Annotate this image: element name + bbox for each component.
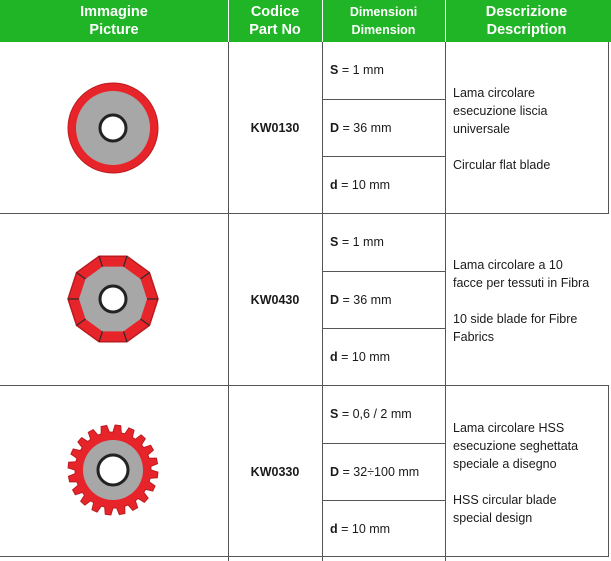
dimension-s-key: S (330, 407, 339, 421)
dimension-D-key: D (330, 293, 340, 307)
column-divider (322, 42, 323, 561)
dimension-s-key: S (330, 235, 339, 249)
description (453, 419, 603, 527)
part-number: KW0330 (250, 465, 300, 479)
description-it-line: Lama circolare a 10 (453, 258, 563, 272)
part-number: KW0430 (250, 293, 300, 307)
dimension-s (330, 63, 384, 77)
part-number: KW0130 (250, 121, 300, 135)
dimension-s-value: = 1 mm (341, 63, 384, 77)
dimension-divider (322, 156, 446, 157)
description-it-line: Lama circolare (453, 86, 535, 100)
description-it-line: esecuzione liscia (453, 104, 548, 118)
header-code-en: Part No (249, 22, 301, 38)
row-divider (0, 385, 609, 386)
dimension-d-key: d (330, 350, 338, 364)
dimension-bore (330, 350, 390, 364)
dimension-D-key: D (330, 465, 340, 479)
description-en-line: Fabrics (453, 330, 494, 344)
dimension-divider (322, 328, 446, 329)
header-picture (0, 0, 228, 42)
table-right-edge (608, 42, 609, 214)
description-en-line: special design (453, 511, 533, 525)
ten-side-blade-icon (67, 253, 159, 345)
dimension-s-key: S (330, 63, 339, 77)
header-dimension-en: Dimension (351, 23, 416, 37)
description-en-line: Circular flat blade (453, 158, 551, 172)
dimension-d-value: = 10 mm (341, 522, 391, 536)
description (453, 84, 603, 174)
dimension-s-value: = 0,6 / 2 mm (341, 407, 412, 421)
dimension-s-value: = 1 mm (341, 235, 384, 249)
table-right-edge (608, 386, 609, 557)
description-en-line: HSS circular blade (453, 493, 557, 507)
dimension-s (330, 407, 412, 421)
dimension-D-value: = 36 mm (342, 121, 392, 135)
dimension-outer-diameter (330, 121, 392, 135)
serrated-blade-icon (67, 424, 159, 516)
description-it-line: universale (453, 122, 510, 136)
description (453, 256, 603, 346)
table-bottom-edge (0, 556, 609, 557)
dimension-D-key: D (330, 121, 340, 135)
description-it-line: speciale a disegno (453, 457, 557, 471)
dimension-D-value: = 32÷100 mm (342, 465, 420, 479)
header-dimension-it: Dimensioni (349, 5, 418, 19)
header-code-it: Codice (250, 4, 300, 20)
table-header (0, 0, 611, 42)
dimension-divider (322, 271, 446, 272)
dimension-divider (322, 500, 446, 501)
description-it-line: Lama circolare HSS (453, 421, 565, 435)
dimension-divider (322, 443, 446, 444)
header-picture-en: Picture (89, 22, 139, 38)
dimension-divider (322, 99, 446, 100)
dimension-s (330, 235, 384, 249)
column-divider (445, 42, 446, 561)
header-description-en: Description (486, 22, 567, 38)
header-picture-it: Immagine (80, 4, 148, 20)
dimension-d-value: = 10 mm (341, 350, 391, 364)
header-code (228, 0, 322, 42)
header-description-it: Descrizione (485, 4, 568, 20)
row-divider (0, 213, 609, 214)
header-description (445, 0, 608, 42)
dimension-bore (330, 522, 390, 536)
description-en-line: 10 side blade for Fibre (453, 312, 578, 326)
dimension-d-key: d (330, 178, 338, 192)
dimension-outer-diameter (330, 293, 392, 307)
header-dimension (322, 0, 445, 42)
dimension-bore (330, 178, 390, 192)
dimension-d-value: = 10 mm (341, 178, 391, 192)
dimension-d-key: d (330, 522, 338, 536)
dimension-outer-diameter (330, 465, 419, 479)
flat-blade-icon (67, 82, 159, 174)
dimension-D-value: = 36 mm (342, 293, 392, 307)
description-it-line: facce per tessuti in Fibra (453, 276, 590, 290)
description-it-line: esecuzione seghettata (453, 439, 579, 453)
